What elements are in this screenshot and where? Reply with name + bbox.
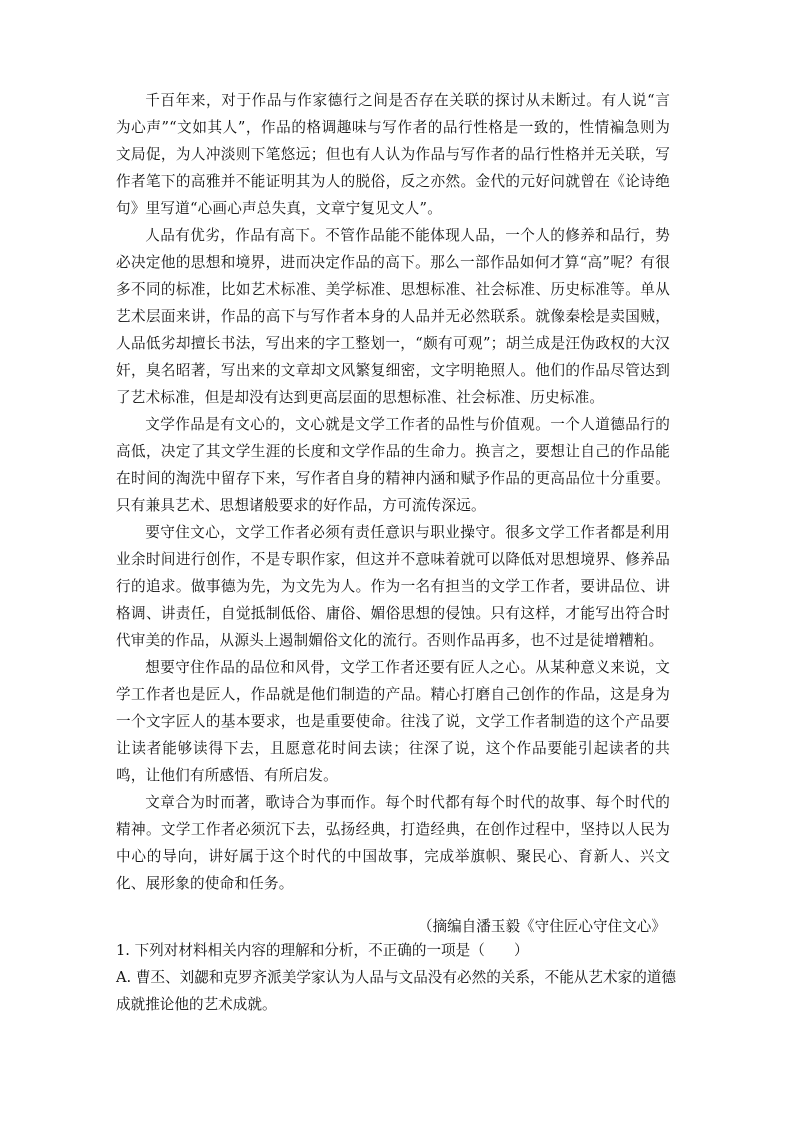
article-body bbox=[116, 87, 670, 897]
article-paragraph-2: 人品有优劣，作品有高下。不管作品能不能体现人品，一个人的修养和品行，势必决定他的思想和境界，进而决定作品的高下。那么一部作品如何才算“高”呢？有很多不同的标准，比如艺术标准、美学标准、思想标准、社会标准、历史标准等。单从艺术层面来讲，作品的高下与写作者本身的人品并无必然联系。就像秦桧是卖国贼，人品低劣却擅长书法，写出来的字工整划一，“颇有可观”；胡兰成是汪伪政权的大汉奸，臭名昭著，写出来的文章却文风繁复细密，文字明艳照人。他们的作品尽管达到了艺术标准，但是却没有达到更高层面的思想标准、社会标准、历史标准。 bbox=[116, 227, 670, 406]
source-citation: （摘编自潘玉毅《守住匠心守住文心》 bbox=[417, 918, 666, 935]
article-paragraph-3: 文学作品是有文心的，文心就是文学工作者的品性与价值观。一个人道德品行的高低，决定了其文学生涯的长度和文学作品的生命力。换言之，要想让自己的作品能在时间的淘洗中留存下来，写作者自身的精神内涵和赋予作品的更高品位十分重要。只有兼具艺术、思想诸般要求的好作品，方可流传深远。 bbox=[116, 416, 670, 514]
question-block bbox=[116, 937, 676, 1018]
article-paragraph-1: 千百年来，对于作品与作家德行之间是否存在关联的探讨从未断过。有人说“言为心声”“文如其人”，作品的格调趣味与写作者的品行性格是一致的，性情褊急则为文局促，为人冲淡则下笔悠远；但也有人认为作品与写作者的品行性格并无关联，写作者笔下的高雅并不能证明其为人的脱俗，反之亦然。金代的元好问就曾在《论诗绝句》里写道“心画心声总失真，文章宁复见文人”。 bbox=[116, 92, 670, 217]
question-option-a: A. 曹丕、刘勰和克罗齐派美学家认为人品与文品没有必然的关系，不能从艺术家的道德成就推论他的艺术成就。 bbox=[116, 969, 676, 1013]
article-paragraph-5: 想要守住作品的品位和风骨，文学工作者还要有匠人之心。从某种意义来说，文学工作者也是匠人，作品就是他们制造的产品。精心打磨自己创作的作品，这是身为一个文字匠人的基本要求，也是重要使命。往浅了说，文学工作者制造的这个产品要让读者能够读得下去，且愿意花时间去读；往深了说，这个作品要能引起读者的共鸣，让他们有所感悟、有所启发。 bbox=[116, 659, 670, 784]
question-stem: 1. 下列对材料相关内容的理解和分析，不正确的一项是（ ） bbox=[116, 942, 529, 959]
article-paragraph-4: 要守住文心，文学工作者必须有责任意识与职业操守。很多文学工作者都是利用业余时间进行创作，不是专职作家，但这并不意味着就可以降低对思想境界、修养品行的追求。做事德为先，为文先为人。作为一名有担当的文学工作者，要讲品位、讲格调、讲责任，自觉抵制低俗、庸俗、媚俗思想的侵蚀。只有这样，才能写出符合时代审美的作品，从源头上遏制媚俗文化的流行。否则作品再多，也不过是徒增糟粕。 bbox=[116, 524, 670, 649]
article-paragraph-6: 文章合为时而著，歌诗合为事而作。每个时代都有每个时代的故事、每个时代的精神。文学工作者必须沉下去，弘扬经典，打造经典，在创作过程中，坚持以人民为中心的导向，讲好属于这个时代的中国故事，完成举旗帜、聚民心、育新人、兴文化、展形象的使命和任务。 bbox=[116, 794, 670, 892]
